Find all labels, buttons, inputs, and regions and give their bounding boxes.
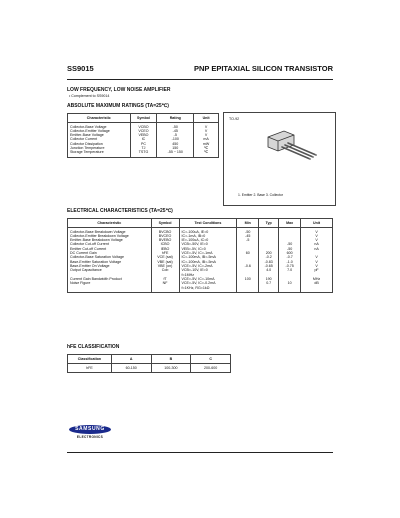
table-cell: VBE (sat) — [151, 260, 179, 264]
to92-package-drawing — [224, 113, 335, 205]
table-cell: -50 — [157, 122, 194, 129]
table-cell: IE=-100uA, IC=0 — [179, 238, 237, 242]
table-cell: BVCEO — [151, 234, 179, 238]
table-cell: IC=-100uA, IE=0 — [179, 227, 237, 234]
table-cell: -50 — [279, 247, 301, 251]
table-cell: VCE=-5V, IC=-0.2mA — [179, 281, 237, 285]
table-cell: Base-Emitter On Voltage — [68, 264, 152, 268]
table-cell: VCB=-10V, IE=0 — [179, 268, 237, 272]
table-cell: -0.83 — [259, 260, 279, 264]
table-cell: -0.2 — [259, 255, 279, 259]
abs-header-cell: Symbol — [130, 114, 157, 123]
table-cell: fT — [151, 277, 179, 281]
samsung-logo — [69, 425, 111, 439]
table-cell: V — [301, 234, 333, 238]
table-cell: V — [194, 133, 219, 137]
table-cell: IC=-100mA, IB=-5mA — [179, 260, 237, 264]
abs-header-cell: Rating — [157, 114, 194, 123]
table-cell — [279, 227, 301, 234]
table-cell: V — [301, 255, 333, 259]
table-cell: VCE=-5V, IC=-2mA — [179, 264, 237, 268]
table-cell: VCE (sat) — [151, 255, 179, 259]
brand-mark: SAMSUNG — [69, 425, 111, 434]
table-cell: IC=-100mA, IB=-5mA — [179, 255, 237, 259]
electrical-section-title: ELECTRICAL CHARACTERISTICS (TA=25℃) — [67, 208, 173, 214]
table-cell: VCE=-5V, IC=-1mA — [179, 251, 237, 255]
table-cell — [237, 286, 259, 293]
table-cell: Collector Current — [68, 137, 131, 141]
table-cell: Collector-Emitter Voltage — [68, 129, 131, 133]
table-cell: -50 — [279, 242, 301, 246]
table-cell: NF — [151, 281, 179, 285]
table-cell: IC=-1mA, IB=0 — [179, 234, 237, 238]
table-cell: Collector Dissipation — [68, 142, 131, 146]
table-cell: ICBO — [151, 242, 179, 246]
hfe-header-cell: A — [111, 355, 151, 364]
table-cell: Base-Emitter Saturation Voltage — [68, 260, 152, 264]
table-cell: -50 — [237, 227, 259, 234]
table-cell: -5 — [157, 133, 194, 137]
device-title: PNP EPITAXIAL SILICON TRANSISTOR — [193, 64, 333, 73]
table-cell: -5 — [237, 238, 259, 242]
table-cell: -1.0 — [279, 260, 301, 264]
part-number: SS9015 — [67, 64, 94, 73]
table-cell: Cob — [151, 268, 179, 272]
header-rule — [67, 79, 333, 80]
table-cell: 0.7 — [259, 281, 279, 285]
table-cell — [259, 227, 279, 234]
table-cell: f=1KHz, RG=1kΩ — [179, 286, 237, 293]
table-cell: V — [194, 122, 219, 129]
table-cell: Collector-Base Saturation Voltage — [68, 255, 152, 259]
table-cell: TSTG — [130, 150, 157, 157]
electrical-table — [67, 218, 333, 293]
hfe-header-cell: Classification — [68, 355, 112, 364]
table-cell: nA — [301, 247, 333, 251]
table-cell: MHz — [301, 277, 333, 281]
table-cell: hFE — [151, 251, 179, 255]
table-cell: VCE=-5V, IC=-10mA — [179, 277, 237, 281]
table-cell: nA — [301, 242, 333, 246]
table-cell: VCBO — [130, 122, 157, 129]
table-row — [68, 286, 333, 293]
table-row — [68, 150, 219, 157]
table-cell — [279, 286, 301, 293]
table-cell — [259, 286, 279, 293]
hfe-header-cell: C — [191, 355, 231, 364]
table-cell: Current Gain Bandwidth Product — [68, 277, 152, 281]
table-cell: IEBO — [151, 247, 179, 251]
complement-note: • Complement to SS9014 — [69, 94, 110, 98]
hfe-classification-table — [67, 354, 231, 373]
table-cell: BVEBO — [151, 238, 179, 242]
abs-max-table — [67, 113, 219, 158]
table-cell: VCEO — [130, 129, 157, 133]
table-cell: V — [301, 238, 333, 242]
table-cell: 7.0 — [279, 268, 301, 272]
hfe-section-title: hFE CLASSIFICATION — [67, 344, 120, 350]
table-cell: ℃ — [194, 150, 219, 157]
table-cell: f=1MHz — [179, 273, 237, 277]
table-cell: 150 — [157, 146, 194, 150]
table-cell: 600 — [279, 251, 301, 255]
table-cell: 60-150 — [111, 363, 151, 372]
table-cell — [151, 286, 179, 293]
hfe-header-cell: B — [151, 355, 191, 364]
table-cell: -45 — [157, 129, 194, 133]
table-cell: ℃ — [194, 146, 219, 150]
abs-header-cell: Unit — [194, 114, 219, 123]
package-name: TO-92 — [229, 117, 240, 121]
table-cell: 200 — [259, 251, 279, 255]
table-cell: V — [194, 129, 219, 133]
table-cell: DC Current Gain — [68, 251, 152, 255]
table-row — [68, 227, 333, 234]
table-cell: dB — [301, 281, 333, 285]
table-cell: Noise Figure — [68, 281, 152, 285]
abs-header-cell: Characteristic — [68, 114, 131, 123]
table-cell: VBE (on) — [151, 264, 179, 268]
table-cell: 4.0 — [259, 268, 279, 272]
table-cell: 190 — [259, 277, 279, 281]
table-row — [68, 122, 219, 129]
table-cell: V — [301, 264, 333, 268]
table-cell: Junction Temperature — [68, 146, 131, 150]
table-cell: hFE — [68, 363, 112, 372]
elec-header-cell: Symbol — [151, 219, 179, 228]
table-cell: Collector-Base Voltage — [68, 122, 131, 129]
table-cell: 100 — [237, 277, 259, 281]
elec-header-cell: Min — [237, 219, 259, 228]
elec-header-cell: Typ — [259, 219, 279, 228]
pin-legend: 1. Emitter 2. Base 3. Collector — [238, 193, 284, 197]
elec-header-cell: Unit — [301, 219, 333, 228]
elec-header-cell: Characteristic — [68, 219, 152, 228]
table-cell: Output Capacitance — [68, 268, 152, 272]
table-cell: V — [301, 260, 333, 264]
table-cell: -55 ~ 150 — [157, 150, 194, 157]
page-header — [67, 64, 333, 78]
table-cell: Emitter-Base Voltage — [68, 133, 131, 137]
table-cell: Emitter-Base Breakdown Voltage — [68, 238, 152, 242]
table-cell: 60 — [237, 251, 259, 255]
table-cell: -0.6 — [237, 264, 259, 268]
table-cell: -0.75 — [279, 264, 301, 268]
table-cell: IC — [130, 137, 157, 141]
table-cell: -0.7 — [279, 255, 301, 259]
table-cell — [68, 286, 152, 293]
table-cell: Storage Temperature — [68, 150, 131, 157]
table-cell: 100-300 — [151, 363, 191, 372]
table-cell: TJ — [130, 146, 157, 150]
elec-header-cell: Max — [279, 219, 301, 228]
table-cell: mW — [194, 142, 219, 146]
table-cell: mA — [194, 137, 219, 141]
elec-header-cell: Test Conditions — [179, 219, 237, 228]
footer-rule — [67, 452, 333, 453]
table-cell: VEB=-5V, IC=0 — [179, 247, 237, 251]
table-cell — [301, 286, 333, 293]
table-cell: PC — [130, 142, 157, 146]
table-cell: 200-600 — [191, 363, 231, 372]
table-cell: 10 — [279, 281, 301, 285]
table-cell: V — [301, 227, 333, 234]
brand-sub: ELECTRONICS — [76, 435, 104, 439]
table-cell: Collector-Emitter Breakdown Voltage — [68, 234, 152, 238]
table-cell: Emitter Cut-off Current — [68, 247, 152, 251]
table-cell: Collector Cut-off Current — [68, 242, 152, 246]
package-box — [223, 112, 336, 206]
table-cell: -45 — [237, 234, 259, 238]
table-cell: Collector-Base Breakdown Voltage — [68, 227, 152, 234]
table-cell: VEBO — [130, 133, 157, 137]
table-cell: pF — [301, 268, 333, 272]
table-cell: -100 — [157, 137, 194, 141]
abs-max-section-title: ABSOLUTE MAXIMUM RATINGS (TA=25℃) — [67, 103, 169, 109]
table-cell: BVCBO — [151, 227, 179, 234]
table-cell: VCB=-50V, IE=0 — [179, 242, 237, 246]
table-cell: -0.65 — [259, 264, 279, 268]
application-title: LOW FREQUENCY, LOW NOISE AMPLIFIER — [67, 87, 171, 93]
table-cell: 450 — [157, 142, 194, 146]
